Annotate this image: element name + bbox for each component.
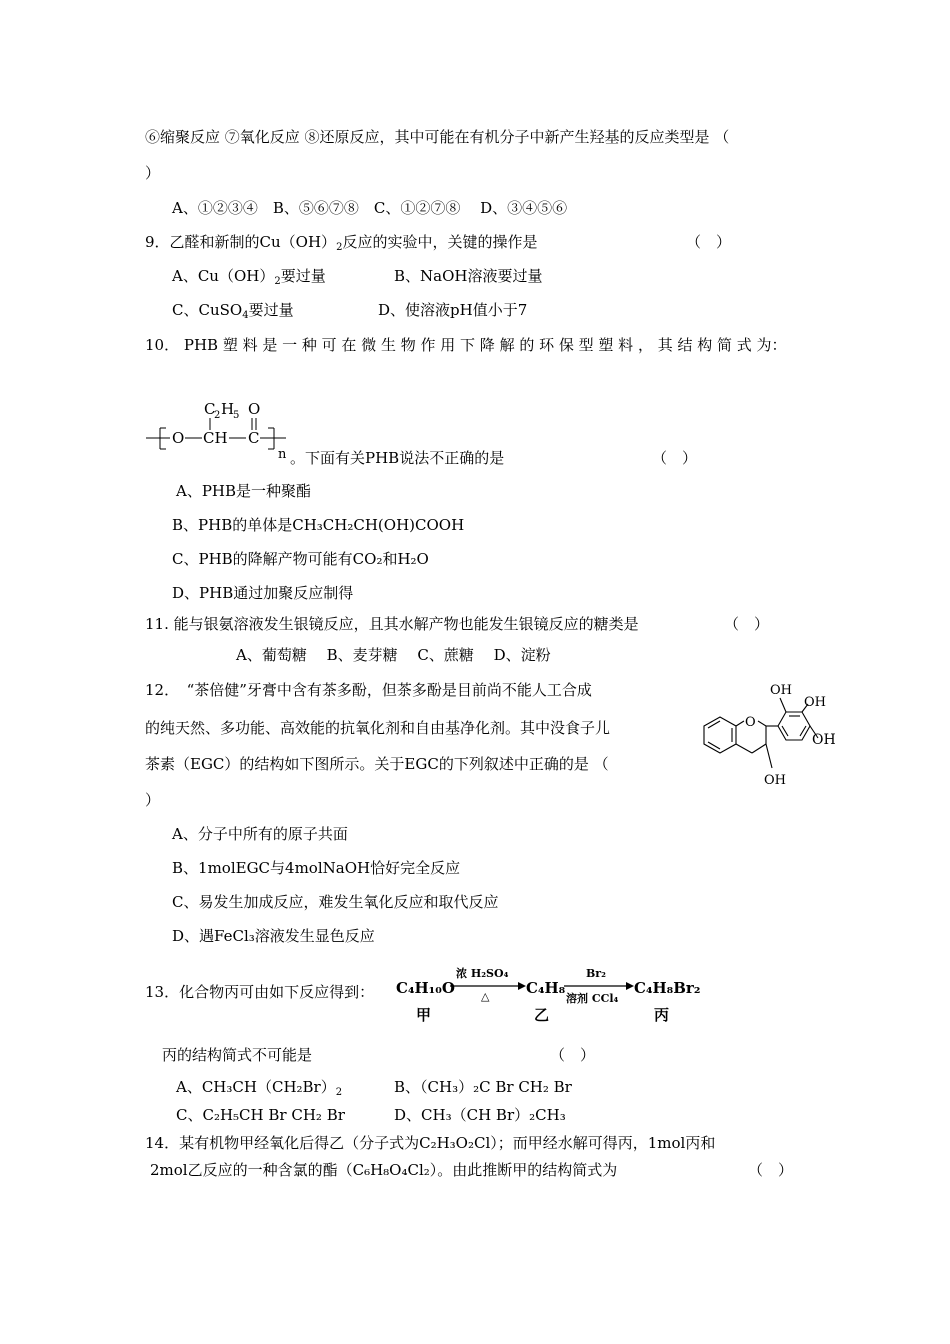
scheme-compound-bing: C₄H₈Br₂: [634, 979, 701, 997]
phb-ethyl-c: C: [204, 400, 216, 418]
q9-stem-b: 反应的实验中，关键的操作是: [342, 233, 538, 251]
egc-bond-o-left: [736, 721, 744, 726]
q10-answer-paren: （ ）: [652, 449, 698, 467]
q12-stem-line1: 12． “茶倍健”牙膏中含有茶多酚，但茶多酚是目前尚不能人工合成: [145, 681, 592, 699]
egc-oh-upper-right: OH: [804, 695, 826, 710]
q13-reaction-scheme: [394, 962, 704, 1026]
egc-oh-bottom: OH: [764, 773, 786, 788]
q13-question: 丙的结构简式不可能是: [162, 1046, 313, 1064]
q9-stem: [145, 232, 537, 258]
egc-bond-ring-b-oh1: [780, 698, 786, 712]
q8-options: A、①②③④ B、⑤⑥⑦⑧ C、①②⑦⑧ D、③④⑤⑥: [172, 199, 568, 217]
scheme-cond2-bottom: 溶剂 CCl₄: [566, 992, 619, 1005]
q9-stem-a: 9．乙醛和新制的Cu（OH）: [145, 233, 337, 251]
phb-chain-o: O: [172, 429, 185, 447]
q14-answer-paren: （ ）: [748, 1161, 794, 1179]
q12-stem-line4: ）: [145, 791, 161, 809]
egc-bond-c3-oh: [766, 744, 772, 768]
scheme-label-yi: 乙: [534, 1006, 550, 1024]
q10-option-b: B、PHB的单体是CH₃CH₂CH(OH)COOH: [172, 516, 465, 534]
phb-carbonyl-o: O: [248, 400, 261, 418]
q9-answer-paren: （ ）: [686, 233, 732, 251]
q12-stem-line3: 茶素（EGC）的结构如下图所示。关于EGC的下列叙述中正确的是 （: [145, 755, 609, 773]
phb-ethyl-sub2: 2: [214, 410, 221, 421]
q10-option-c: C、PHB的降解产物可能有CO₂和H₂O: [172, 550, 429, 568]
egc-structure-diagram: [684, 676, 844, 794]
q14-stem-line1: 14．某有机物甲经氧化后得乙（分子式为C₂H₃O₂Cl）；而甲经水解可得丙，1mol丙和: [145, 1134, 716, 1152]
phb-ethyl-sub5: 5: [233, 410, 240, 421]
q12-option-c: C、易发生加成反应，难发生氧化反应和取代反应: [172, 893, 499, 911]
egc-bond-c4-c4a: [736, 744, 752, 753]
q13-answer-paren: （ ）: [550, 1046, 596, 1064]
q8-stem-line1: ⑥缩聚反应 ⑦氧化反应 ⑧还原反应，其中可能在有机分子中新产生羟基的反应类型是 （: [145, 128, 730, 146]
scheme-cond2-top: Br₂: [586, 967, 606, 980]
q10-option-d: D、PHB通过加聚反应制得: [172, 584, 354, 602]
egc-bond-o-right: [758, 721, 766, 726]
scheme-compound-yi: C₄H₈: [526, 979, 566, 997]
q11-stem: 11. 能与银氨溶液发生银镜反应，且其水解产物也能发生银镜反应的糖类是: [145, 615, 639, 633]
q9-option-b: B、NaOH溶液要过量: [394, 267, 543, 285]
phb-ethyl-h: H: [221, 400, 235, 418]
q9-option-a: [172, 266, 326, 292]
egc-ring-a-db3: [708, 742, 720, 749]
q9-option-c-sub: 4: [242, 310, 249, 321]
scheme-arrow2-head: [626, 982, 634, 990]
q12-stem-line2: 的纯天然、多功能、高效能的抗氧化剂和自由基净化剂。其中没食子儿: [145, 719, 611, 737]
q13-option-d: D、CH₃（CH Br）₂CH₃: [394, 1106, 566, 1124]
q13-option-c: C、C₂H₅CH Br CH₂ Br: [176, 1106, 345, 1124]
scheme-label-bing: 丙: [654, 1006, 670, 1024]
phb-chain-ch: CH: [203, 429, 228, 447]
q9-option-c-text: C、CuSO: [172, 301, 243, 319]
q13-option-b: B、（CH₃）₂C Br CH₂ Br: [394, 1078, 572, 1096]
egc-bond-c3-c4: [752, 744, 766, 753]
q9-option-c-tail: 要过量: [248, 301, 294, 319]
q11-options: A、葡萄糖 B、麦芽糖 C、蔗糖 D、淀粉: [236, 646, 551, 664]
q13-option-a: [176, 1077, 342, 1103]
q9-option-c: [172, 300, 294, 326]
q14-stem-line2: 2mol乙反应的一种含氯的酯（C₆H₈O₄Cl₂）。由此推断甲的结构简式为: [150, 1161, 618, 1179]
q13-option-a-sub: 2: [335, 1087, 343, 1098]
q9-option-a-tail: 要过量: [280, 267, 326, 285]
q9-stem-sub: 2: [336, 242, 343, 253]
q12-option-b: B、1molEGC与4molNaOH恰好完全反应: [172, 859, 461, 877]
egc-oh-top: OH: [770, 683, 792, 698]
q10-option-a: A、PHB是一种聚酯: [176, 482, 312, 500]
scheme-arrow1-head: [518, 982, 526, 990]
q9-option-a-text: A、Cu（OH）: [172, 267, 275, 285]
phb-chain-c: C: [248, 429, 260, 447]
q11-answer-paren: （ ）: [724, 615, 770, 633]
q13-option-a-text: A、CH₃CH（CH₂Br）: [176, 1078, 336, 1096]
egc-ring-a-db1: [708, 721, 720, 728]
phb-repeat-n: n: [278, 447, 287, 462]
egc-ring-oxygen: O: [745, 715, 756, 730]
q13-stem: 13．化合物丙可由如下反应得到：: [145, 983, 375, 1001]
egc-ring-a: [704, 717, 736, 753]
scheme-cond1-top: 浓 H₂SO₄: [456, 967, 509, 980]
egc-oh-right: OH: [812, 732, 836, 748]
scheme-label-jia: 甲: [416, 1006, 432, 1024]
scheme-compound-jia: C₄H₁₀O: [396, 979, 455, 997]
q9-option-d: D、使溶液pH值小于7: [378, 301, 528, 319]
q12-option-d: D、遇FeCl₃溶液发生显色反应: [172, 927, 375, 945]
q10-stem: 10． PHB 塑 料 是 一 种 可 在 微 生 物 作 用 下 降 解 的 环 保 型 塑 料 ， 其 结 构 简 式 为：: [145, 336, 787, 354]
q9-option-a-sub: 2: [274, 276, 281, 287]
phb-structure-formula: [140, 392, 300, 466]
q12-option-a: A、分子中所有的原子共面: [172, 825, 348, 843]
q8-stem-line2: ）: [145, 164, 161, 182]
q10-stem-after: 。下面有关PHB说法不正确的是: [290, 449, 505, 467]
scheme-cond1-bottom: △: [481, 990, 490, 1003]
